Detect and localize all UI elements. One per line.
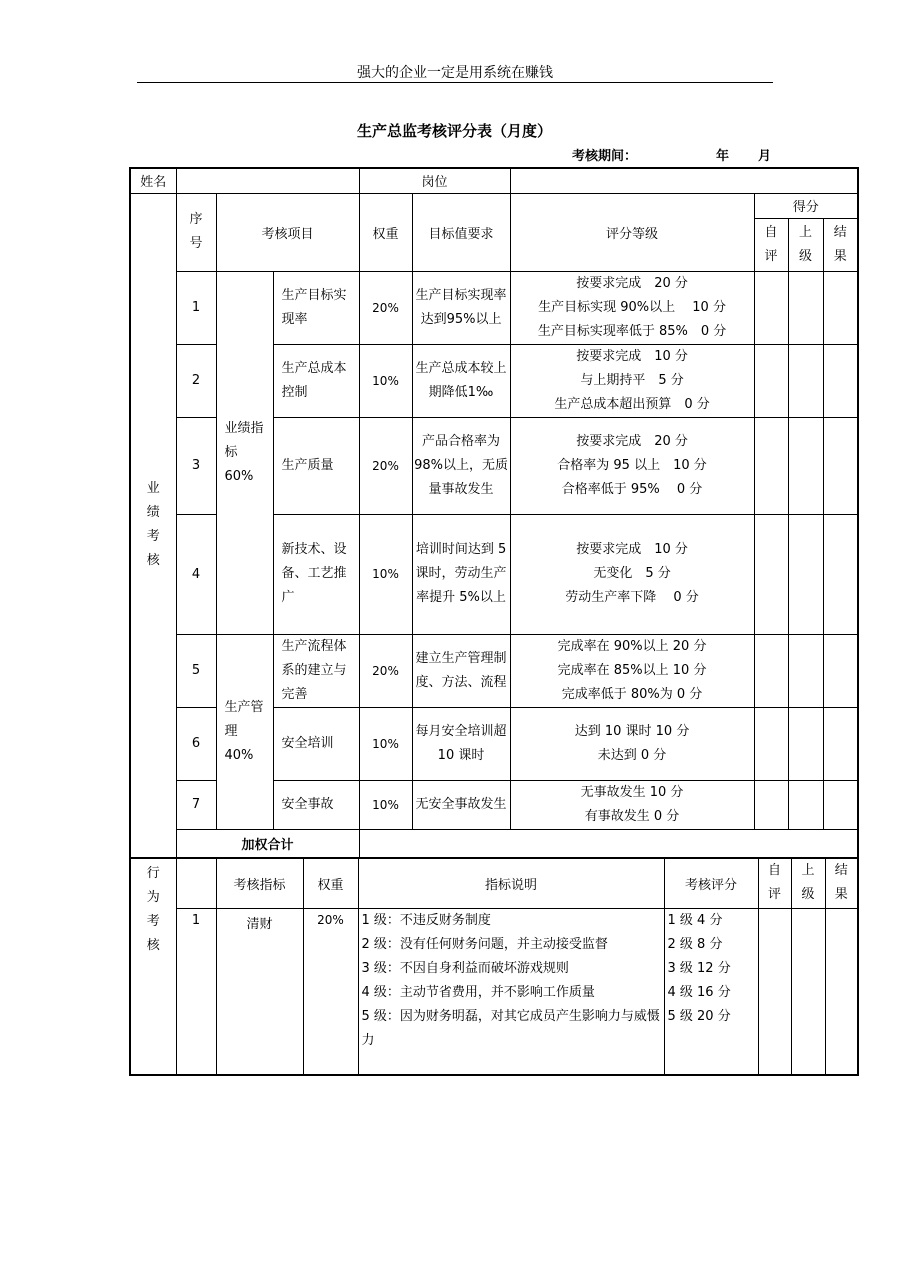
score-sup[interactable]	[788, 514, 823, 634]
col-score: 得分	[754, 193, 858, 218]
score-sup[interactable]	[791, 909, 825, 1075]
row-weight: 20%	[303, 909, 358, 1075]
grade-line: 未达到 0 分	[597, 747, 667, 763]
score-sup[interactable]	[788, 417, 823, 514]
desc-line: 3 级：不因自身利益而破坏游戏规则	[361, 961, 569, 976]
row-grades	[510, 271, 754, 344]
level-line: 3 级 12 分	[667, 961, 731, 976]
col-sup: 上级	[791, 858, 825, 909]
col-sup: 上级	[788, 218, 823, 271]
row-weight: 10%	[359, 780, 412, 829]
score-sup[interactable]	[788, 271, 823, 344]
col-result: 结果	[825, 858, 858, 909]
level-line: 5 级 20 分	[667, 1009, 731, 1024]
row-seq: 6	[176, 707, 216, 780]
row-item: 安全事故	[273, 780, 359, 829]
row-seq: 5	[176, 634, 216, 707]
behavior-table	[129, 857, 859, 1076]
row-grades	[510, 417, 754, 514]
table-row	[130, 909, 858, 1075]
row-grades	[510, 780, 754, 829]
level-line: 2 级 8 分	[667, 937, 723, 952]
score-sup[interactable]	[788, 634, 823, 707]
grade-line: 按要求完成 20 分	[576, 275, 688, 291]
row-seq: 1	[176, 271, 216, 344]
period-year: 年	[716, 149, 730, 164]
period-month: 月	[758, 149, 772, 164]
row-item: 生产流程体系的建立与完善	[273, 634, 359, 707]
row-weight: 10%	[359, 514, 412, 634]
post-value[interactable]	[510, 168, 858, 193]
col-result: 结果	[823, 218, 858, 271]
row-item: 生产目标实现率	[273, 271, 359, 344]
score-sup[interactable]	[788, 707, 823, 780]
table-row	[130, 271, 858, 344]
row-seq: 3	[176, 417, 216, 514]
grade-line: 完成率在 85%以上 10 分	[557, 662, 707, 678]
row-seq: 1	[176, 909, 216, 1075]
row-grades	[510, 634, 754, 707]
form-title: 生产总监考核评分表（月度）	[356, 122, 552, 140]
grade-line: 有事故发生 0 分	[584, 808, 680, 824]
row-target: 生产总成本较上期降低1‰	[412, 344, 510, 417]
row-desc	[358, 909, 664, 1075]
score-self[interactable]	[754, 514, 788, 634]
row-target: 无安全事故发生	[412, 780, 510, 829]
row-target: 产品合格率为 98%以上，无质量事故发生	[412, 417, 510, 514]
score-result[interactable]	[823, 344, 858, 417]
row-item: 安全培训	[273, 707, 359, 780]
header-divider	[137, 82, 773, 83]
grade-line: 合格率为 95 以上 10 分	[557, 457, 707, 473]
behavior-section-label: 行为考核	[130, 858, 176, 1075]
grade-line: 生产总成本超出预算 0 分	[554, 396, 710, 412]
col-self: 自评	[758, 858, 791, 909]
row-item: 新技术、设备、工艺推广	[273, 514, 359, 634]
grade-line: 按要求完成 10 分	[576, 542, 688, 557]
col-seq-blank	[176, 858, 216, 909]
grade-line: 生产目标实现 90%以上 10 分	[538, 299, 726, 315]
grade-line: 与上期持平 5 分	[580, 372, 684, 388]
col-weight: 权重	[303, 858, 358, 909]
score-self[interactable]	[758, 909, 791, 1075]
group-management: 生产管理40%	[216, 634, 273, 829]
score-result[interactable]	[823, 707, 858, 780]
perf-section-label: 业绩考核	[130, 193, 176, 858]
performance-table	[129, 167, 859, 859]
col-seq: 序号	[176, 193, 216, 271]
score-result[interactable]	[823, 780, 858, 829]
score-result[interactable]	[823, 271, 858, 344]
row-weight: 10%	[359, 344, 412, 417]
weighted-total-value[interactable]	[359, 829, 858, 858]
score-result[interactable]	[823, 634, 858, 707]
row-grades	[510, 514, 754, 634]
row-weight: 10%	[359, 707, 412, 780]
row-item: 生产质量	[273, 417, 359, 514]
score-result[interactable]	[825, 909, 858, 1075]
col-eval: 考核评分	[664, 858, 758, 909]
score-result[interactable]	[823, 514, 858, 634]
row-grades	[510, 344, 754, 417]
name-label: 姓名	[130, 168, 176, 193]
col-indicator: 考核指标	[216, 858, 303, 909]
score-result[interactable]	[823, 417, 858, 514]
grade-line: 完成率在 90%以上 20 分	[557, 638, 707, 654]
row-weight: 20%	[359, 271, 412, 344]
desc-line: 5 级：因为财务明磊，对其它成员产生影响力与威慑力	[361, 1009, 660, 1048]
grade-line: 完成率低于 80%为 0 分	[561, 686, 703, 702]
score-sup[interactable]	[788, 780, 823, 829]
grade-line: 合格率低于 95% 0 分	[561, 481, 703, 497]
grade-line: 无事故发生 10 分	[580, 784, 684, 800]
row-item: 生产总成本控制	[273, 344, 359, 417]
group-performance: 业绩指标60%	[216, 271, 273, 634]
row-target: 培训时间达到 5 课时，劳动生产率提升 5%以上	[412, 514, 510, 634]
score-self[interactable]	[754, 344, 788, 417]
level-line: 4 级 16 分	[667, 985, 731, 1000]
score-self[interactable]	[754, 780, 788, 829]
level-line: 1 级 4 分	[667, 913, 723, 928]
page-header-slogan: 强大的企业一定是用系统在赚钱	[357, 65, 553, 81]
score-self[interactable]	[754, 707, 788, 780]
score-self[interactable]	[754, 417, 788, 514]
name-value[interactable]	[176, 168, 359, 193]
desc-line: 2 级：没有任何财务问题，并主动接受监督	[361, 937, 608, 952]
row-target: 每月安全培训超 10 课时	[412, 707, 510, 780]
desc-line: 4 级：主动节省费用，并不影响工作质量	[361, 985, 595, 1000]
row-seq: 4	[176, 514, 216, 634]
row-indicator: 清财	[216, 909, 303, 1075]
row-target: 建立生产管理制度、方法、流程	[412, 634, 510, 707]
col-item: 考核项目	[216, 193, 359, 271]
grade-line: 按要求完成 10 分	[576, 348, 688, 364]
grade-line: 劳动生产率下降 0 分	[565, 590, 699, 605]
row-target: 生产目标实现率达到95%以上	[412, 271, 510, 344]
col-self: 自评	[754, 218, 788, 271]
grade-line: 按要求完成 20 分	[576, 433, 688, 449]
weighted-total-label: 加权合计	[176, 829, 359, 858]
table-row	[130, 634, 858, 707]
row-levels	[664, 909, 758, 1075]
col-desc: 指标说明	[358, 858, 664, 909]
score-self[interactable]	[754, 271, 788, 344]
grade-line: 无变化 5 分	[593, 566, 671, 581]
row-weight: 20%	[359, 417, 412, 514]
grade-line: 达到 10 课时 10 分	[574, 723, 690, 739]
col-target: 目标值要求	[412, 193, 510, 271]
post-label: 岗位	[359, 168, 510, 193]
score-sup[interactable]	[788, 344, 823, 417]
grade-line: 生产目标实现率低于 85% 0 分	[537, 323, 727, 339]
row-seq: 2	[176, 344, 216, 417]
desc-line: 1 级：不违反财务制度	[361, 913, 491, 928]
period-label: 考核期间：	[572, 149, 638, 164]
row-weight: 20%	[359, 634, 412, 707]
row-grades	[510, 707, 754, 780]
col-weight: 权重	[359, 193, 412, 271]
score-self[interactable]	[754, 634, 788, 707]
row-seq: 7	[176, 780, 216, 829]
col-grade: 评分等级	[510, 193, 754, 271]
